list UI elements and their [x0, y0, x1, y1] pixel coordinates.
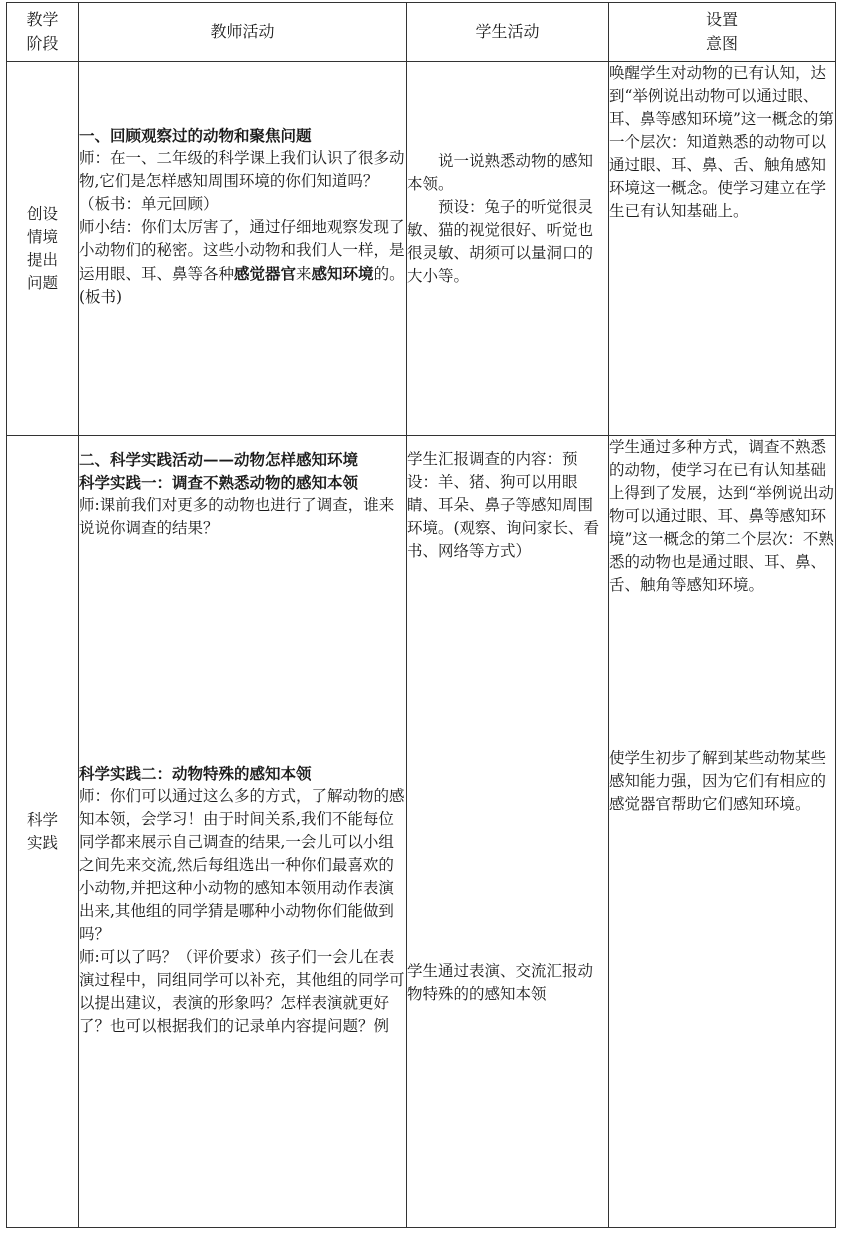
- intent-cell-practice: [609, 436, 836, 1228]
- student-text-intro-2: 预设：兔子的听觉很灵敏、猫的视觉很好、听觉也很灵敏、胡须可以量洞口的大小等。: [407, 198, 594, 285]
- teacher-text-practice-3: 师:可以了吗？（评价要求）孩子们一会儿在表演过程中，同组同学可以补充，其他组的同学可以提出建议，表演的形象吗？怎样表演就更好了？也可以根据我们的记录单内容提问题？例: [79, 948, 405, 1035]
- intent-cell-intro: [609, 62, 836, 436]
- header-teacher: 教师活动: [79, 3, 407, 62]
- stage-practice: 科学实践: [7, 436, 79, 1228]
- student-text-practice-1: 学生汇报调查的内容：预设：羊、猪、狗可以用眼睛、耳朵、鼻子等感知周围环境。(观察、询问家长、看书、网络等方式）: [407, 450, 600, 560]
- teacher-text-intro-1: 师：在一、二年级的科学课上我们认识了很多动物,它们是怎样感知周围环境的你们知道吗？（板书：单元回顾）: [79, 149, 405, 213]
- teacher-subtitle-practice-1: 科学实践一：调查不熟悉动物的感知本领: [79, 473, 359, 492]
- header-row: [7, 3, 836, 62]
- teacher-title-intro: 一、回顾观察过的动物和聚焦问题: [79, 126, 312, 145]
- header-intent: 设置意图: [609, 3, 836, 62]
- teacher-text-intro-2: 师小结：你们太厉害了，通过仔细地观察发现了小动物们的秘密。这些小动物和我们人一样，是运用眼、耳、鼻等各种感觉器官来感知环境的。(板书): [79, 218, 405, 306]
- row-practice: [7, 436, 836, 1228]
- intent-text-practice-2: 使学生初步了解到某些动物某些感知能力强，因为它们有相应的感觉器官帮助它们感知环境。: [609, 749, 827, 813]
- teacher-title-practice: 二、科学实践活动——动物怎样感知环境: [79, 450, 359, 469]
- intent-text-practice-1: 学生通过多种方式，调查不熟悉的动物，使学习在已有认知基础上得到了发展，达到“举例说出动物可以通过眼、耳、鼻等感知环境”这一概念的第二个层次：不熟悉的动物也是通过眼、耳、鼻、舌、触角等感知环境。: [609, 438, 834, 594]
- lesson-plan-table: [6, 2, 836, 1228]
- teacher-subtitle-practice-2: 科学实践二：动物特殊的感知本领: [79, 764, 312, 783]
- teacher-text-practice-2: 师：你们可以通过这么多的方式，了解动物的感知本领，会学习！由于时间关系,我们不能每位同学都来展示自己调查的结果,一会儿可以小组之间先来交流,然后每组选出一种你们最喜欢的小动物,并把这种小动物的感知本领用动作表演出来,其他组的同学猜是哪种小动物你们能做到吗？: [79, 787, 405, 943]
- student-cell-intro: [407, 62, 609, 436]
- teacher-cell-practice: [79, 436, 407, 1228]
- teacher-text-practice-1: 师:课前我们对更多的动物也进行了调查，谁来说说你调查的结果？: [79, 496, 395, 537]
- stage-intro: 创设情境提出问题: [7, 62, 79, 436]
- student-text-practice-2: 学生通过表演、交流汇报动物特殊的的感知本领: [407, 962, 594, 1003]
- row-intro: [7, 62, 836, 436]
- teacher-cell-intro: [79, 62, 407, 436]
- intent-text-intro: 唤醒学生对动物的已有认知，达到“举例说出动物可以通过眼、耳、鼻等感知环境”这一概念的第一个层次：知道熟悉的动物可以通过眼、耳、鼻、舌、触角感知环境这一概念。使学习建立在学生已有认知基础上。: [609, 64, 834, 220]
- student-text-intro-1: 说一说熟悉动物的感知本领。: [407, 152, 594, 193]
- student-cell-practice: [407, 436, 609, 1228]
- header-stage: 教学阶段: [7, 3, 79, 62]
- header-student: 学生活动: [407, 3, 609, 62]
